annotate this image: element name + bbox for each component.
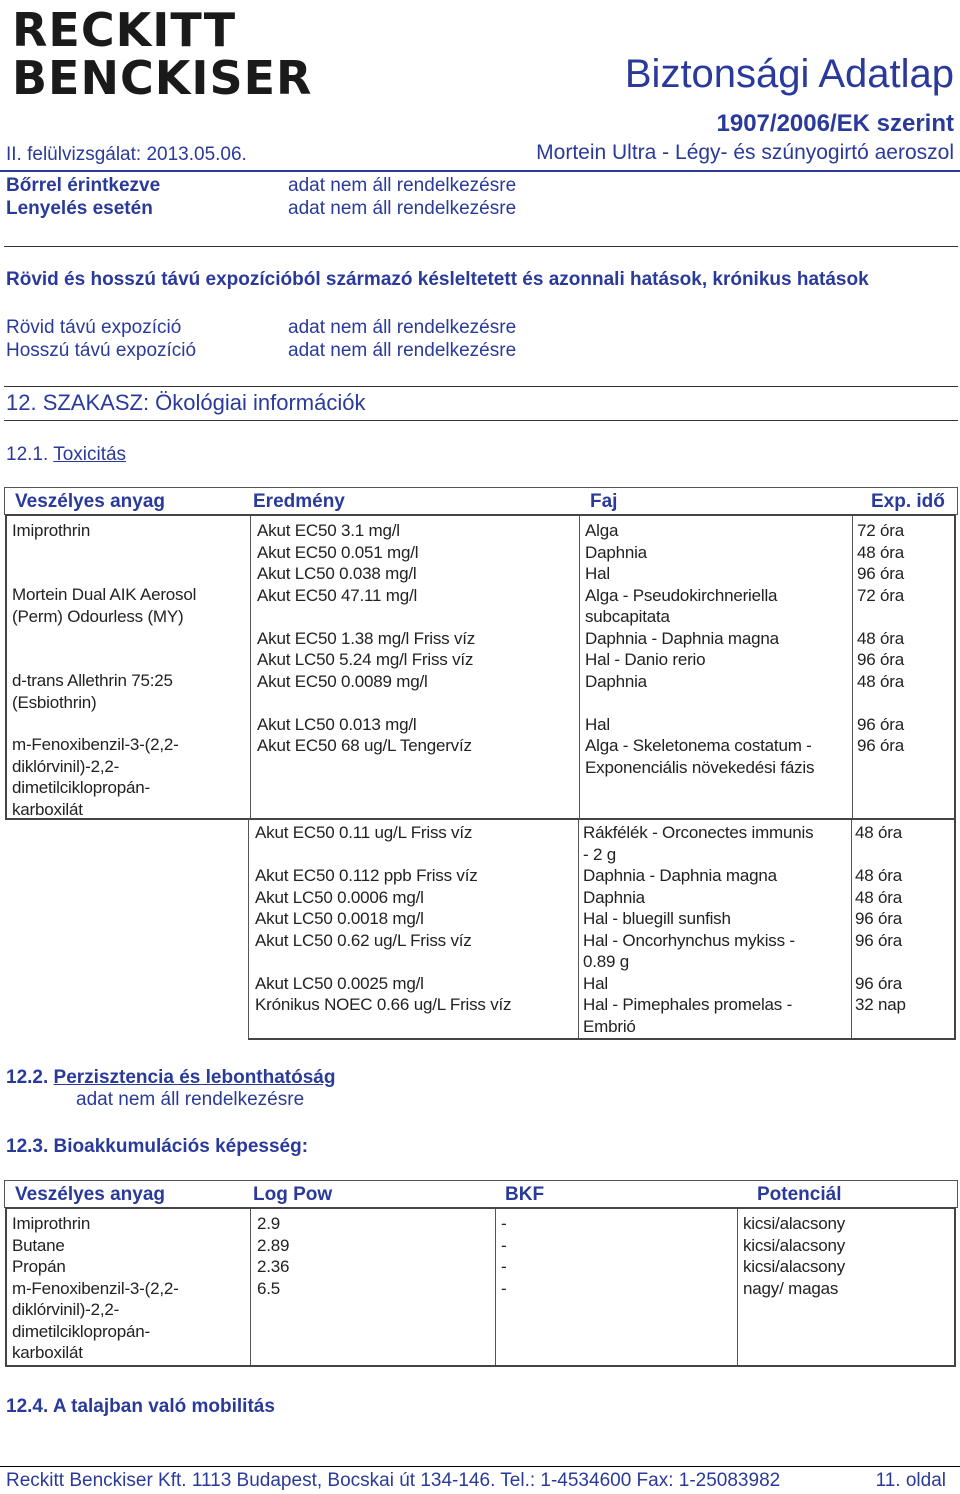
col-header-potential: Potenciál <box>757 1184 842 1205</box>
long-term-label: Hosszú távú expozíció <box>6 340 197 361</box>
col-header-substance: Veszélyes anyag <box>15 1184 165 1205</box>
subsection-12-3: 12.3. Bioakkumulációs képesség: <box>6 1136 309 1157</box>
tox-results: Akut EC50 3.1 mg/l Akut EC50 0.051 mg/l Akut LC50 0.038 mg/l Akut EC50 47.11 mg/l Akut EC50 1.38 mg/l Friss víz Akut LC50 5.24 mg/l Friss víz Akut EC50 0.0089 mg/l Akut LC50 0.013 mg/l Akut EC50 68 ug/L Tengervíz <box>257 521 476 755</box>
skin-contact-value: adat nem áll rendelkezésre <box>288 175 517 196</box>
tox-results: Akut EC50 0.11 ug/L Friss víz Akut EC50 0.112 ppb Friss víz Akut LC50 0.0006 mg/l Akut LC50 0.0018 mg/l Akut LC50 0.62 ug/L Friss víz Akut LC50 0.0025 mg/l Krónikus NOEC 0.66 ug/L Friss víz <box>255 823 512 1014</box>
toxicity-table-part2 <box>248 818 956 1040</box>
tox-substance-imiprothrin: Imiprothrin <box>12 521 91 540</box>
delayed-effects-labels <box>6 316 196 362</box>
tox-species: Rákfélék - Orconectes immunis - 2 g Daphnia - Daphnia magna Daphnia Hal - bluegill sunfish Hal - Oncorhynchus mykiss - 0.89 g Hal Hal - Pimephales promelas - Embrió <box>583 823 814 1036</box>
col-header-bkf: BKF <box>505 1184 545 1205</box>
col-header-result: Eredmény <box>253 491 345 512</box>
column-divider <box>737 1209 738 1365</box>
short-term-label: Rövid távú expozíció <box>6 317 182 338</box>
exposure-labels <box>6 174 160 220</box>
section-divider <box>4 246 958 247</box>
tox-substance-allethrin: d-trans Allethrin 75:25 (Esbiothrin) <box>12 671 173 712</box>
skin-contact-label: Bőrrel érintkezve <box>6 175 161 196</box>
tox-times: 48 óra 48 óra 48 óra 96 óra 96 óra 96 óra 32 nap <box>855 823 906 1014</box>
ingestion-value: adat nem áll rendelkezésre <box>288 198 517 219</box>
page-number: 11. oldal <box>875 1470 946 1491</box>
long-term-value: adat nem áll rendelkezésre <box>288 340 517 361</box>
bio-logpow: 2.9 2.89 2.36 6.5 <box>257 1214 290 1298</box>
column-divider <box>852 516 853 818</box>
col-header-exposure: Exp. idő <box>871 491 945 512</box>
header-divider <box>0 170 960 172</box>
footer-divider <box>0 1466 960 1467</box>
subsection-12-4: 12.4. A talajban való mobilitás <box>6 1396 275 1417</box>
col-header-logpow: Log Pow <box>253 1184 333 1205</box>
column-divider <box>250 516 251 818</box>
ingestion-label: Lenyelés esetén <box>6 198 153 219</box>
revision-date: II. felülvizsgálat: 2013.05.06. <box>6 144 247 165</box>
col-header-species: Faj <box>590 491 618 512</box>
regulation-label: 1907/2006/EK szerint <box>716 110 954 137</box>
bio-bkf: - - - - <box>501 1214 507 1298</box>
subsection-title: Toxicitás <box>53 444 127 465</box>
tox-times: 72 óra 48 óra 96 óra 72 óra 48 óra 96 óra 48 óra 96 óra 96 óra <box>857 521 905 755</box>
persistence-value: adat nem áll rendelkezésre <box>76 1089 305 1110</box>
section-divider <box>4 386 958 387</box>
delayed-effects-title: Rövid és hosszú távú expozícióból származó késleltetett és azonnali hatások, krónikus hatások <box>6 269 869 290</box>
toxicity-header-row <box>4 487 958 515</box>
column-divider <box>578 820 579 1038</box>
bio-table <box>5 1207 956 1367</box>
subsection-title: Perzisztencia és lebonthatóság <box>53 1067 336 1088</box>
section-12-title: 12. SZAKASZ: Ökológiai információk <box>6 390 366 415</box>
bio-potential: kicsi/alacsony kicsi/alacsony kicsi/alacsony nagy/ magas <box>743 1214 846 1298</box>
section-divider <box>4 420 958 421</box>
subsection-number: 12.2. <box>6 1067 49 1088</box>
exposure-values <box>288 174 516 220</box>
footer-company: Reckitt Benckiser Kft. 1113 Budapest, Bocskai út 134-146. Tel.: 1-4534600 Fax: 1-25083982 <box>6 1470 781 1491</box>
tox-species: Alga Daphnia Hal Alga - Pseudokirchneriella subcapitata Daphnia - Daphnia magna Hal - Danio rerio Daphnia Hal Alga - Skeletonema costatum - Exponenciális növekedési fázis <box>585 521 815 777</box>
subsection-12-1 <box>6 444 126 466</box>
subsection-number: 12.1. <box>6 444 49 465</box>
column-divider <box>851 820 852 1038</box>
subsection-12-2 <box>6 1067 335 1089</box>
logo-text-line1: RECKITT <box>12 3 237 57</box>
tox-substance-mortein: Mortein Dual AIK Aerosol (Perm) Odourless (MY) <box>12 585 197 626</box>
bio-substances: Imiprothrin Butane Propán m-Fenoxibenzil-3-(2,2- diklórvinil)-2,2- dimetilciklopropán- karboxilát <box>12 1214 179 1362</box>
column-divider <box>250 1209 251 1365</box>
document-title: Biztonsági Adatlap <box>624 52 954 96</box>
delayed-effects-values <box>288 316 516 362</box>
short-term-value: adat nem áll rendelkezésre <box>288 317 517 338</box>
tox-substance-fenoxibenzil: m-Fenoxibenzil-3-(2,2- diklórvinil)-2,2- dimetilciklopropán- karboxilát <box>12 735 179 819</box>
column-divider <box>579 516 580 818</box>
product-name: Mortein Ultra - Légy- és szúnyogirtó aeroszol <box>536 141 954 164</box>
column-divider <box>495 1209 496 1365</box>
col-header-substance: Veszélyes anyag <box>15 491 165 512</box>
logo-text-line2: BENCKISER <box>12 51 313 105</box>
toxicity-table-part1 <box>5 514 956 820</box>
bio-header-row <box>4 1180 958 1208</box>
